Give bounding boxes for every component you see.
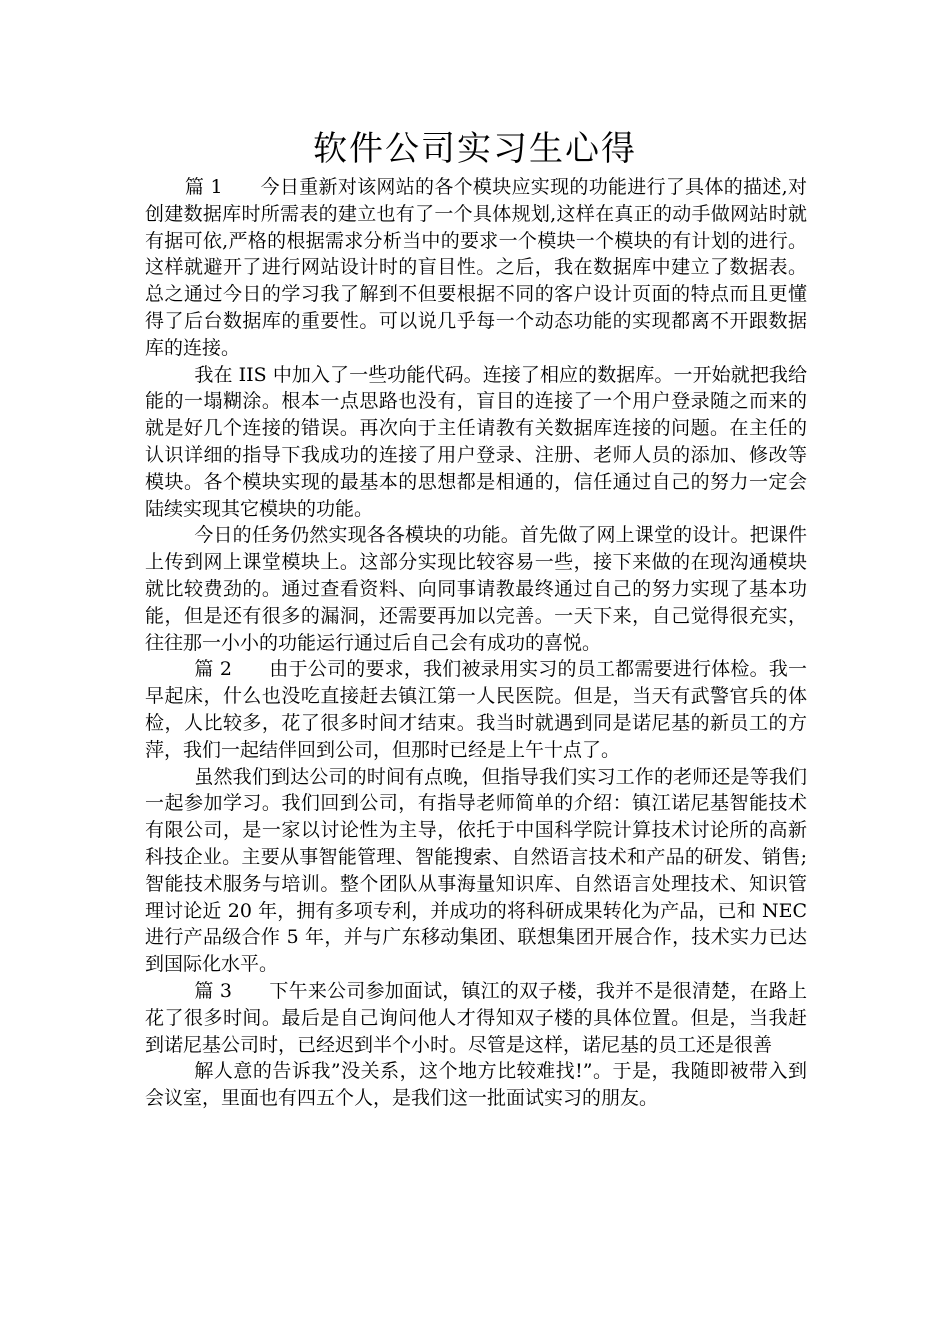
- paragraph-text-1: 今日重新对该网站的各个模块应实现的功能进行了具体的描述,对创建数据库时所需表的建立也有了一个具体规划,这样在真正的动手做网站时就有据可依,严格的根据需求分析当中的要求一个模块一个模块的有计划的进行。这样就避开了进行网站设计时的盲目性。之后，我在数据库中建立了数据表。总之通过今日的学习我了解到不但要根据不同的客户设计页面的特点而且更懂得了后台数据库的重要性。可以说几乎每一个动态功能的实现都离不开跟数据库的连接。: [145, 176, 807, 359]
- section-label-2: 篇 2: [194, 658, 232, 681]
- paragraph-6: [145, 978, 807, 1058]
- section-label-3: 篇 3: [194, 979, 232, 1002]
- paragraph-text-4: 由于公司的要求，我们被录用实习的员工都需要进行体检。我一早起床，什么也没吃直接赶去镇江第一人民医院。但是，当天有武警官兵的体检，人比较多，花了很多时间才结束。我当时就遇到同是诺尼基的新员工的方萍，我们一起结伴回到公司，但那时已经是上午十点了。: [145, 658, 807, 761]
- paragraph-7: [145, 1058, 807, 1112]
- paragraph-2: [145, 362, 807, 523]
- paragraph-text-3: 今日的任务仍然实现各各模块的功能。首先做了网上课堂的设计。把课件上传到网上课堂模块上。这部分实现比较容易一些，接下来做的在现沟通模块就比较费劲的。通过查看资料、向同事请教最终通过自己的努力实现了基本功能，但是还有很多的漏洞，还需要再加以完善。一天下来，自己觉得很充实，往往那一小小的功能运行通过后自己会有成功的喜悦。: [145, 524, 807, 654]
- paragraph-3: [145, 522, 807, 656]
- paragraph-text-2: 我在 IIS 中加入了一些功能代码。连接了相应的数据库。一开始就把我给能的一塌糊涂。根本一点思路也没有，盲目的连接了一个用户登录随之而来的就是好几个连接的错误。再次向于主任请教有关数据库连接的问题。在主任的认识详细的指导下我成功的连接了用户登录、注册、老师人员的添加、修改等模块。各个模块实现的最基本的思想都是相通的，信任通过自己的努力一定会陆续实现其它模块的功能。: [145, 363, 807, 520]
- paragraph-1: [145, 174, 807, 362]
- paragraph-text-6: 下午来公司参加面试，镇江的双子楼，我并不是很清楚，在路上花了很多时间。最后是自己询问他人才得知双子楼的具体位置。但是，当我赶到诺尼基公司时，已经迟到半个小时。尽管是这样，诺尼基的员工还是很善: [145, 979, 807, 1056]
- paragraph-text-7: 解人意的告诉我”没关系，这个地方比较难找!”。于是，我随即被带入到会议室，里面也有四五个人，是我们这一批面试实习的朋友。: [145, 1060, 807, 1110]
- document-body: [145, 174, 807, 1112]
- paragraph-text-5: 虽然我们到达公司的时间有点晚，但指导我们实习工作的老师还是等我们一起参加学习。我们回到公司，有指导老师简单的介绍：镇江诺尼基智能技术有限公司，是一家以讨论性为主导，依托于中国科学院计算技术讨论所的高新科技企业。主要从事智能管理、智能搜索、自然语言技术和产品的研发、销售;智能技术服务与培训。整个团队从事海量知识库、自然语言处理技术、知识管理讨论近 20 年，拥有多项专利，并成功的将科研成果转化为产品，已和 NEC 进行产品级合作 5 年，并与广东移动集团、联想集团开展合作，技术实力已达到国际化水平。: [145, 765, 807, 976]
- section-label-1: 篇 1: [184, 176, 223, 198]
- document-title: 软件公司实习生心得: [313, 129, 637, 169]
- paragraph-5: [145, 764, 807, 978]
- paragraph-4: [145, 656, 807, 763]
